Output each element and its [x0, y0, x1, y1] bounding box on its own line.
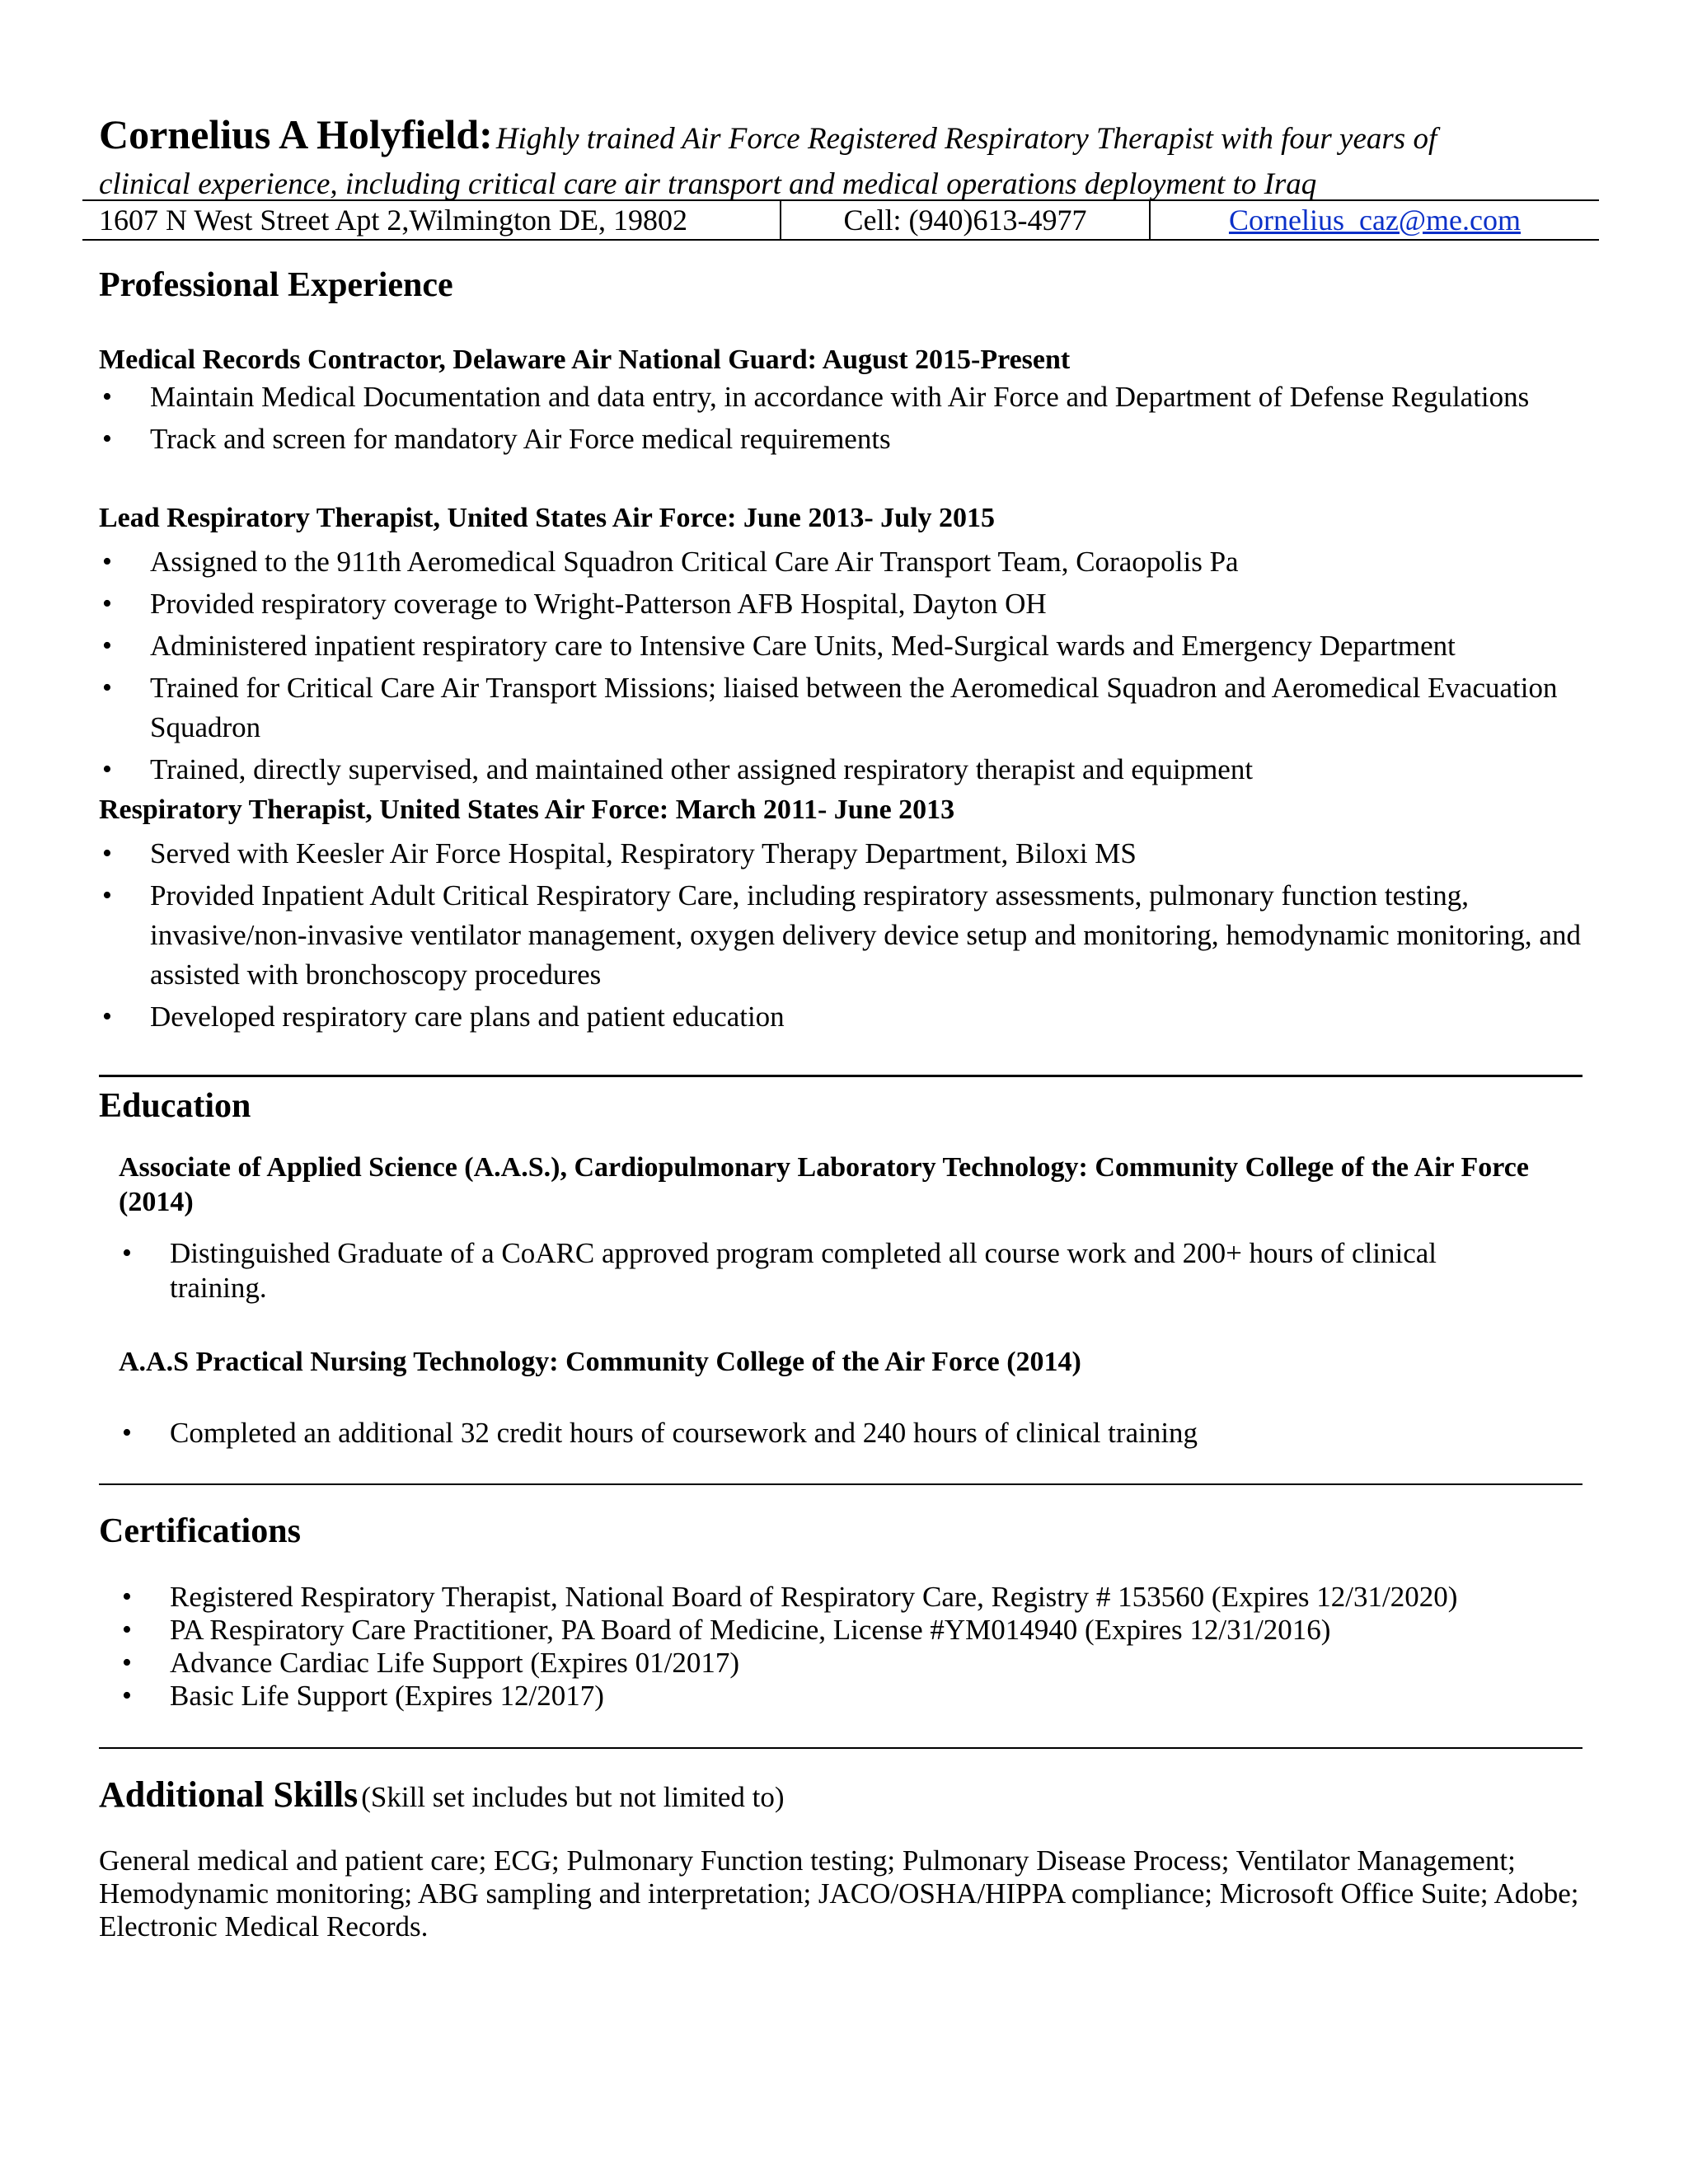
degree-heading: Associate of Applied Science (A.A.S.), Cardiopulmonary Laboratory Technology: Community College of the Air Force (2014): [119, 1152, 1529, 1217]
skills-body: General medical and patient care; ECG; Pulmonary Function testing; Pulmonary Disease Process; Ventilator Management; Hemodynamic monitoring; ABG sampling and interpretation; JACO/OSHA/HIPPA compliance; Microsoft Office Suite; Adobe; Electronic Medical Records.: [99, 1844, 1579, 1943]
list-item: • Provided Inpatient Adult Critical Respiratory Care, including respiratory assessments, pulmonary function testing, invasive/non-invasive ventilator management, oxygen delivery device setup and monitoring, hemodynamic monitoring, and assisted with bronchoscopy procedures: [99, 876, 1582, 995]
skills-title: Additional Skills: [99, 1774, 359, 1815]
list-item: • Developed respiratory care plans and patient education: [99, 997, 1582, 1037]
contact-address: 1607 N West Street Apt 2,Wilmington DE, 19802: [82, 201, 781, 239]
list-item: • Distinguished Graduate of a CoARC approved program completed all course work and 200+ hours of clinical training.: [119, 1236, 1536, 1305]
list-item: • Maintain Medical Documentation and data entry, in accordance with Air Force and Department of Defense Regulations: [99, 377, 1582, 417]
contact-email-cell: [1151, 201, 1599, 239]
contact-bar: [82, 199, 1599, 241]
job-bullets: [99, 834, 1582, 1039]
list-item: • Advance Cardiac Life Support (Expires 01/2017): [119, 1647, 1569, 1680]
certifications-list: [119, 1581, 1569, 1713]
list-item: • Assigned to the 911th Aeromedical Squadron Critical Care Air Transport Team, Coraopolis Pa: [99, 542, 1582, 582]
candidate-name: Cornelius A Holyfield:: [99, 111, 493, 157]
list-item: • Administered inpatient respiratory care to Intensive Care Units, Med-Surgical wards and Emergency Department: [99, 626, 1582, 666]
list-item: • Track and screen for mandatory Air Force medical requirements: [99, 419, 1582, 459]
section-divider: [99, 1747, 1582, 1749]
contact-cell: Cell: (940)613-4977: [781, 201, 1151, 239]
degree-bullets: [119, 1416, 1536, 1453]
skills-subtitle: (Skill set includes but not limited to): [361, 1781, 785, 1813]
section-divider: [99, 1483, 1582, 1485]
list-item: • Served with Keesler Air Force Hospital, Respiratory Therapy Department, Biloxi MS: [99, 834, 1582, 874]
list-item: • Registered Respiratory Therapist, National Board of Respiratory Care, Registry # 153560 (Expires 12/31/2020): [119, 1581, 1569, 1614]
job-heading: Medical Records Contractor, Delaware Air National Guard: August 2015-Present: [99, 344, 1071, 375]
tagline-line-2: clinical experience, including critical care air transport and medical operations deployment to Iraq: [99, 167, 1317, 201]
list-item: • Trained for Critical Care Air Transport Missions; liaised between the Aeromedical Squadron and Aeromedical Evacuation Squadron: [99, 668, 1582, 748]
list-item: • Provided respiratory coverage to Wright-Patterson AFB Hospital, Dayton OH: [99, 584, 1582, 624]
section-title-education: Education: [99, 1087, 251, 1125]
tagline-line-1: Highly trained Air Force Registered Respiratory Therapist with four years of: [495, 122, 1437, 156]
job-heading: Lead Respiratory Therapist, United States Air Force: June 2013- July 2015: [99, 503, 996, 533]
list-item: • Basic Life Support (Expires 12/2017): [119, 1680, 1569, 1713]
degree-heading: A.A.S Practical Nursing Technology: Community College of the Air Force (2014): [119, 1347, 1081, 1377]
section-title-certifications: Certifications: [99, 1512, 301, 1550]
job-bullets: [99, 377, 1582, 462]
section-divider: [99, 1075, 1582, 1077]
job-bullets: [99, 542, 1582, 792]
job-heading: Respiratory Therapist, United States Air Force: March 2011- June 2013: [99, 794, 955, 825]
section-title-skills: [99, 1774, 785, 1816]
resume-header: [99, 111, 1582, 204]
section-title-experience: Professional Experience: [99, 266, 453, 304]
contact-email-link[interactable]: Cornelius_caz@me.com: [1228, 204, 1522, 237]
list-item: • Completed an additional 32 credit hours of coursework and 240 hours of clinical training: [119, 1416, 1536, 1451]
list-item: • Trained, directly supervised, and maintained other assigned respiratory therapist and equipment: [99, 750, 1582, 790]
degree-bullets: [119, 1236, 1536, 1308]
list-item: • PA Respiratory Care Practitioner, PA Board of Medicine, License #YM014940 (Expires 12/31/2016): [119, 1614, 1569, 1647]
